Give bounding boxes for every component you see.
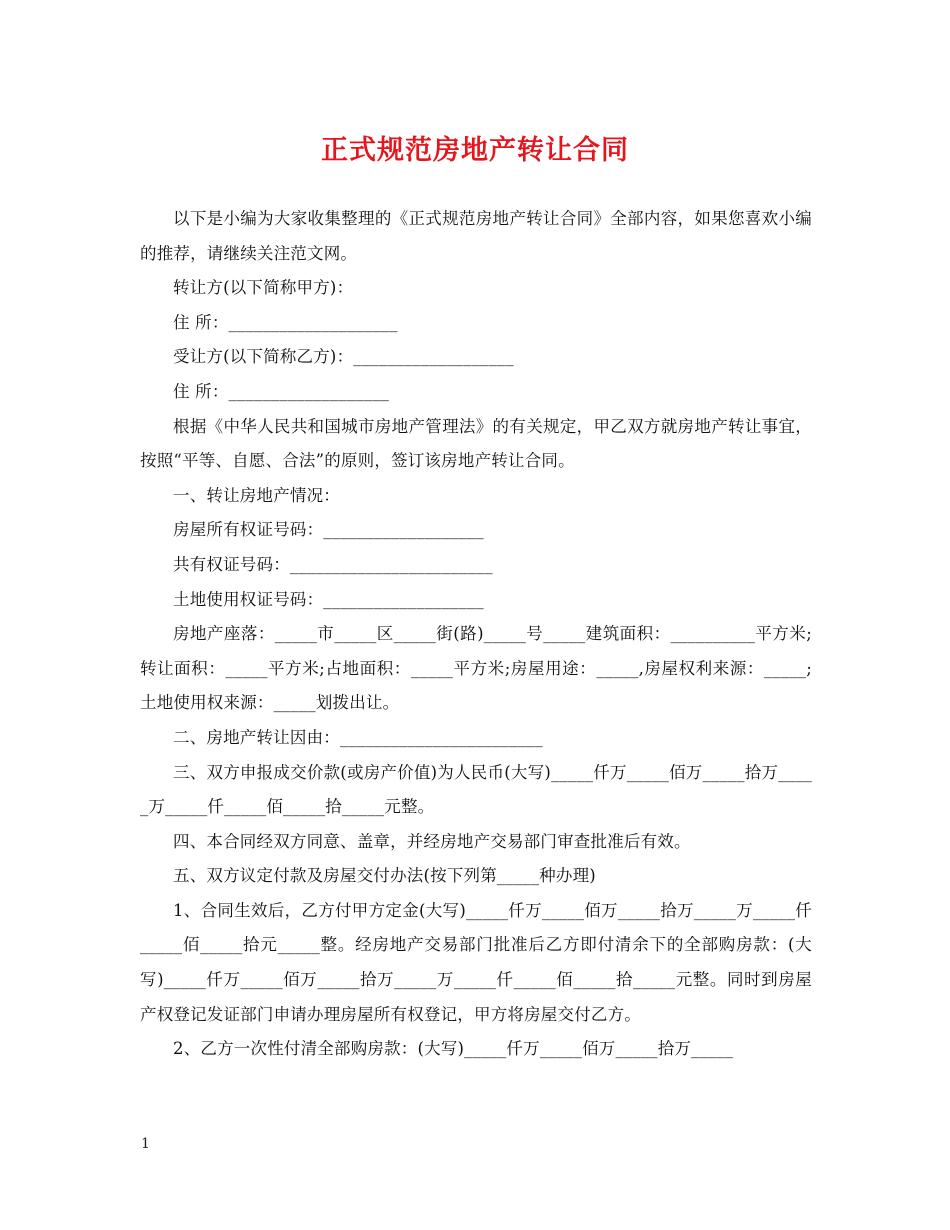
- legal-basis-paragraph: 根据《中华人民共和国城市房地产管理法》的有关规定，甲乙双方就房地产转让事宜，按照“平等、自愿、合法”的原则，签订该房地产转让合同。: [140, 416, 812, 471]
- section-one-heading: 一、转让房地产情况：: [173, 485, 340, 505]
- section-four-line: 四、本合同经双方同意、盖章，并经房地产交易部门审查批准后有效。: [173, 831, 691, 851]
- transferor-line: 转让方(以下简称甲方)：: [173, 278, 354, 298]
- payment-option-one-paragraph: 1、合同生效后，乙方付甲方定金(大写)_____仟万_____佰万_____拾万_____万_____仟_____佰_____拾元_____整。经房地产交易部门批准后乙方即付清余下的全部购房款：(大写)_____仟万_____佰万_____拾万_____万_____仟_____佰_____拾_____元整。同时到房屋产权登记发证部门申请办理房屋所有权登记，甲方将房屋交付乙方。: [140, 900, 812, 1024]
- transferor-address-line: 住 所：____________________: [173, 312, 398, 332]
- intro-paragraph: 以下是小编为大家收集整理的《正式规范房地产转让合同》全部内容，如果您喜欢小编的推荐，请继续关注范文网。: [140, 209, 812, 263]
- document-body: [140, 202, 812, 1067]
- section-three-paragraph: 三、双方申报成交价款(或房产价值)为人民币(大写)_____仟万_____佰万_____拾万_____万_____仟_____佰_____拾_____元整。: [140, 762, 812, 817]
- ownership-certificate-line: 房屋所有权证号码：___________________: [173, 520, 484, 540]
- payment-option-two-paragraph: 2、乙方一次性付清全部购房款：(大写)_____仟万_____佰万_____拾万_____: [173, 1039, 734, 1059]
- transferee-line: 受让方(以下简称乙方)：___________________: [173, 347, 514, 367]
- section-two-line: 二、房地产转让因由：________________________: [173, 727, 543, 747]
- transferee-address-line: 住 所：___________________: [173, 381, 390, 401]
- page-number: 1: [141, 1136, 150, 1152]
- land-use-certificate-line: 土地使用权证号码：___________________: [173, 589, 484, 609]
- property-location-paragraph: 房地产座落：_____市_____区_____街(路)_____号_____建筑面积：__________平方米;转让面积：_____平方米;占地面积：_____平方米;房屋用途：_____,房屋权利来源：_____;土地使用权来源：_____划拨出让。: [140, 624, 812, 713]
- document-title: 正式规范房地产转让合同: [321, 135, 629, 166]
- co-ownership-certificate-line: 共有权证号码：________________________: [173, 554, 493, 574]
- section-five-heading: 五、双方议定付款及房屋交付办法(按下列第_____种办理): [173, 866, 596, 886]
